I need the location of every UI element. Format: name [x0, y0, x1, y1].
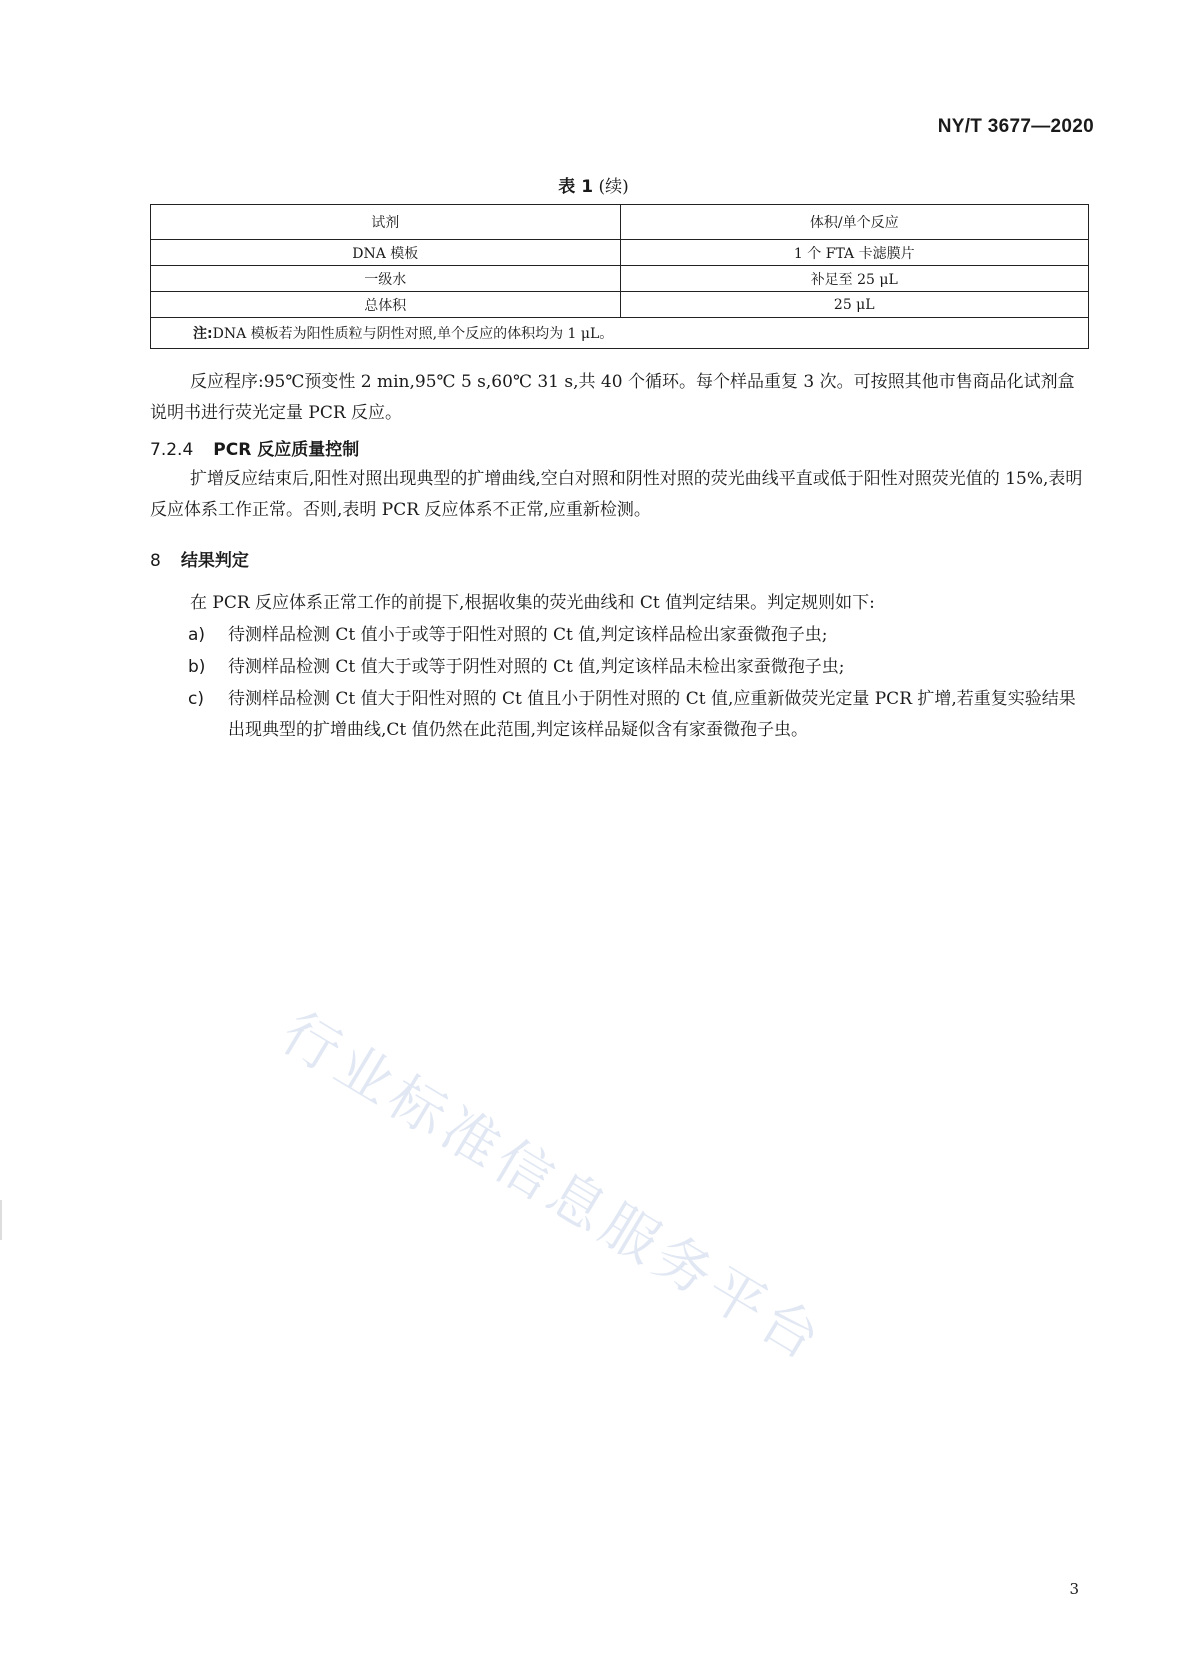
table-row	[151, 292, 1089, 318]
section-number: 7.2.4	[150, 440, 194, 460]
table-note-label: 注:	[193, 326, 213, 342]
table-header-reagent: 试剂	[151, 205, 621, 240]
list-item	[188, 684, 1090, 746]
table-cell: 25 μL	[620, 292, 1089, 318]
table-cell: 1 个 FTA 卡滤膜片	[620, 240, 1089, 266]
page-number: 3	[1069, 1580, 1079, 1598]
scan-edge-mark	[0, 1200, 2, 1240]
table-note	[151, 318, 1089, 349]
table-cell: 一级水	[151, 266, 621, 292]
table-row	[151, 240, 1089, 266]
section-title: PCR 反应质量控制	[213, 440, 360, 460]
table-note-text: DNA 模板若为阳性质粒与阴性对照,单个反应的体积均为 1 μL。	[212, 326, 614, 342]
table-caption-continued: (续)	[598, 177, 629, 197]
standard-code: NY/T 3677—2020	[937, 116, 1094, 137]
list-item	[188, 620, 1090, 651]
reagent-table	[150, 204, 1089, 349]
list-item-text: 待测样品检测 Ct 值小于或等于阳性对照的 Ct 值,判定该样品检出家蚕微孢子虫;	[228, 625, 828, 645]
table-note-row	[151, 318, 1089, 349]
table-header-volume: 体积/单个反应	[620, 205, 1089, 240]
section-heading-7-2-4	[150, 435, 359, 460]
section-heading-8	[150, 546, 249, 571]
quality-control-paragraph: 扩增反应结束后,阳性对照出现典型的扩增曲线,空白对照和阴性对照的荧光曲线平直或低于阳性对照荧光值的 15%,表明反应体系工作正常。否则,表明 PCR 反应体系不正常,应重新检测。	[150, 469, 1083, 520]
section-title: 结果判定	[180, 551, 249, 571]
table-row	[151, 266, 1089, 292]
list-item	[188, 652, 1090, 683]
table-header-row	[151, 205, 1089, 240]
list-item-text: 待测样品检测 Ct 值大于阳性对照的 Ct 值且小于阴性对照的 Ct 值,应重新做荧光定量 PCR 扩增,若重复实验结果出现典型的扩增曲线,Ct 值仍然在此范围,判定该样品疑似含有家蚕微孢子虫。	[228, 689, 1076, 740]
table-cell: DNA 模板	[151, 240, 621, 266]
section-number: 8	[150, 551, 161, 571]
list-item-text: 待测样品检测 Ct 值大于或等于阴性对照的 Ct 值,判定该样品未检出家蚕微孢子虫;	[228, 657, 845, 677]
table-caption-label: 表 1	[558, 177, 594, 197]
table-cell: 补足至 25 μL	[620, 266, 1089, 292]
reaction-program-paragraph: 反应程序:95℃预变性 2 min,95℃ 5 s,60℃ 31 s,共 40 个循环。每个样品重复 3 次。可按照其他市售商品化试剂盒说明书进行荧光定量 PCR 反应。	[150, 372, 1075, 423]
result-intro-paragraph: 在 PCR 反应体系正常工作的前提下,根据收集的荧光曲线和 Ct 值判定结果。判定规则如下:	[190, 593, 875, 613]
list-marker: a)	[188, 625, 206, 645]
list-marker: b)	[188, 657, 206, 677]
table-cell: 总体积	[151, 292, 621, 318]
watermark: 行业标准信息服务平台	[270, 1000, 836, 1376]
list-marker: c)	[188, 689, 204, 709]
table-caption	[0, 172, 1187, 197]
